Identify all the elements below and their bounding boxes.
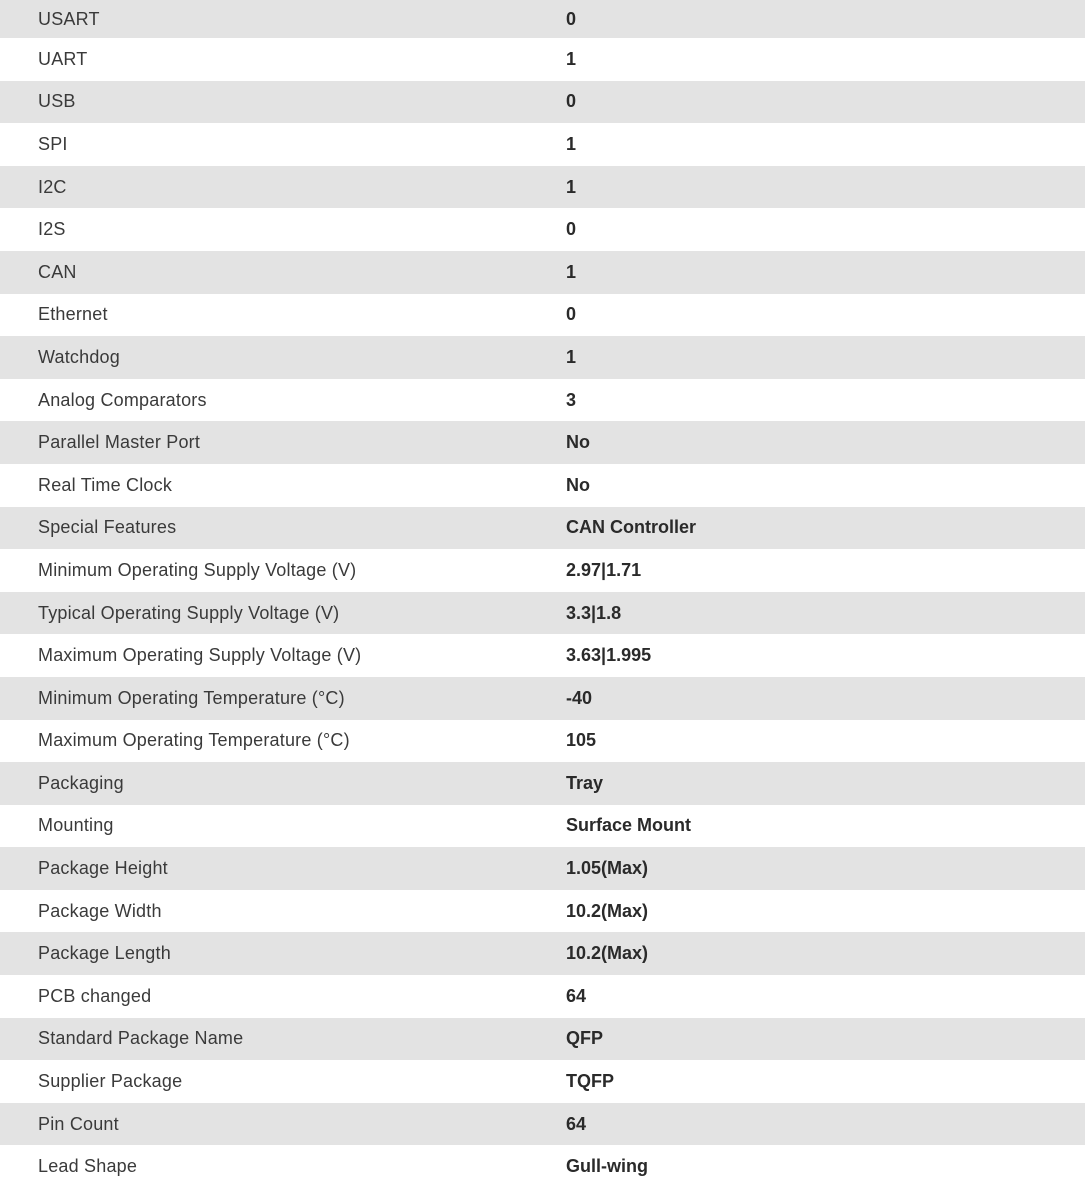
spec-value: Gull-wing (566, 1156, 648, 1177)
spec-row-lead-shape (0, 1145, 1085, 1188)
spec-row-pcb-changed (0, 975, 1085, 1018)
spec-value: TQFP (566, 1071, 614, 1092)
spec-value: 10.2(Max) (566, 900, 649, 921)
spec-row-max-supply-voltage (0, 634, 1085, 677)
spec-label: Real Time Clock (38, 474, 173, 495)
spec-value: 0 (566, 81, 1085, 124)
spec-value: 3.63|1.995 (566, 645, 652, 666)
spec-value: 1 (566, 166, 1085, 209)
spec-row-typ-supply-voltage (0, 592, 1085, 635)
spec-row-package-length (0, 932, 1085, 975)
spec-label: USB (0, 81, 566, 124)
spec-value: Surface Mount (566, 815, 692, 836)
spec-value: CAN Controller (566, 507, 1085, 550)
spec-row-min-temperature (0, 677, 1085, 720)
spec-label: Minimum Operating Supply Voltage (V) (38, 559, 357, 580)
spec-row-ethernet (0, 294, 1085, 337)
spec-label: Parallel Master Port (0, 421, 566, 464)
spec-value: 0 (566, 0, 1085, 38)
spec-label: Pin Count (0, 1103, 566, 1146)
spec-row-mounting (0, 805, 1085, 848)
spec-label: PCB changed (38, 985, 152, 1006)
spec-row-i2c (0, 166, 1085, 209)
spec-value: 1 (566, 133, 577, 154)
spec-value: 64 (566, 985, 587, 1006)
spec-label: USART (0, 0, 566, 38)
spec-value: 2.97|1.71 (566, 559, 642, 580)
spec-value: QFP (566, 1018, 1085, 1061)
spec-value: No (566, 474, 590, 495)
spec-label: Package Length (0, 932, 566, 975)
spec-value: 10.2(Max) (566, 932, 1085, 975)
spec-label: I2C (0, 166, 566, 209)
spec-label: Watchdog (0, 336, 566, 379)
spec-row-analog-comparators (0, 379, 1085, 422)
spec-value: 1.05(Max) (566, 847, 1085, 890)
spec-value: 3 (566, 389, 577, 410)
spec-row-usb (0, 81, 1085, 124)
spec-label: Analog Comparators (38, 389, 207, 410)
spec-label: Package Height (0, 847, 566, 890)
spec-label: Lead Shape (38, 1156, 138, 1177)
spec-label: I2S (38, 219, 66, 240)
spec-label: SPI (38, 133, 68, 154)
spec-row-spi (0, 123, 1085, 166)
spec-value: 1 (566, 251, 1085, 294)
spec-row-real-time-clock (0, 464, 1085, 507)
spec-row-i2s (0, 208, 1085, 251)
spec-value: Tray (566, 762, 1085, 805)
spec-row-uart (0, 38, 1085, 81)
spec-value: 1 (566, 336, 1085, 379)
spec-row-min-supply-voltage (0, 549, 1085, 592)
spec-row-usart (0, 0, 1085, 38)
spec-label: Mounting (38, 815, 114, 836)
spec-label: Typical Operating Supply Voltage (V) (0, 592, 566, 635)
spec-label: Special Features (0, 507, 566, 550)
spec-label: Standard Package Name (0, 1018, 566, 1061)
spec-value: 1 (566, 48, 577, 69)
spec-row-watchdog (0, 336, 1085, 379)
spec-label: Minimum Operating Temperature (°C) (0, 677, 566, 720)
spec-label: UART (38, 48, 88, 69)
spec-row-max-temperature (0, 720, 1085, 763)
spec-value: No (566, 421, 1085, 464)
spec-label: Ethernet (38, 304, 108, 325)
spec-value: 3.3|1.8 (566, 592, 1085, 635)
spec-label: CAN (0, 251, 566, 294)
spec-label: Supplier Package (38, 1071, 183, 1092)
spec-row-parallel-master-port (0, 421, 1085, 464)
spec-row-package-height (0, 847, 1085, 890)
spec-label: Packaging (0, 762, 566, 805)
spec-label: Maximum Operating Supply Voltage (V) (38, 645, 362, 666)
spec-label: Package Width (38, 900, 162, 921)
spec-row-special-features (0, 507, 1085, 550)
spec-value: 0 (566, 304, 577, 325)
spec-label: Maximum Operating Temperature (°C) (38, 730, 350, 751)
spec-row-can (0, 251, 1085, 294)
spec-value: 64 (566, 1103, 1085, 1146)
spec-row-standard-package-name (0, 1018, 1085, 1061)
spec-row-pin-count (0, 1103, 1085, 1146)
spec-value: 105 (566, 730, 597, 751)
spec-row-supplier-package (0, 1060, 1085, 1103)
spec-row-package-width (0, 890, 1085, 933)
spec-row-packaging (0, 762, 1085, 805)
spec-value: -40 (566, 677, 1085, 720)
spec-value: 0 (566, 219, 577, 240)
